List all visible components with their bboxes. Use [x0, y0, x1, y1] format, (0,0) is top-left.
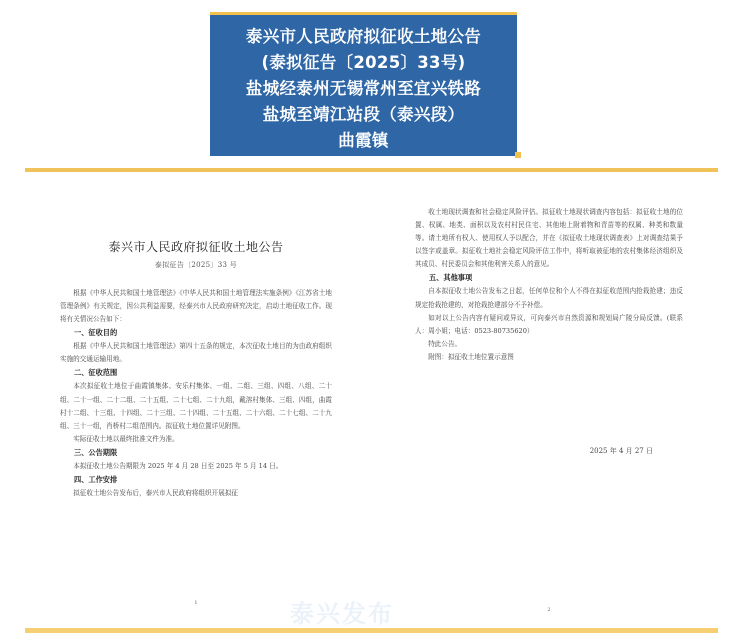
banner-corner-accent [515, 152, 521, 158]
section-paragraph: 实际征收土地以最终批准文件为准。 [73, 434, 179, 443]
section-paragraph: 本次拟征收土地位于曲霞镇集体、安乐村集体、一组、二组、三组、四组、八组、二十组、二十一组、二十二组、二十五组、二十七组、二十九组，戴溶村集体、三组、四组，曲霞村十二组、十三组、十四组、二十三组、二十四组、二十五组、二十六组、二十七组、二十九组、三十一组，肖桥村二组范围内。拟征收土地位置详见附图。 [60, 382, 332, 430]
section-heading-other: 五、其他事项 [429, 273, 473, 283]
document-date: 2025 年 4 月 27 日 [589, 447, 653, 456]
attachment-line: 附图：拟征收土地位置示意图 [428, 352, 514, 361]
title-banner [210, 12, 517, 156]
section-paragraph: 本拟征收土地公告期限为 2025 年 4 月 28 日至 2025 年 5 月 14 日。 [73, 461, 283, 470]
page-number: 2 [547, 607, 551, 613]
intro-paragraph: 根据《中华人民共和国土地管理法》《中华人民共和国土地管理法实施条例》《江苏省土地管理条例》有关规定，因公共利益需要，经泰兴市人民政府研究决定，启动土地征收工作。现将有关情况公告如下： [60, 289, 332, 324]
watermark: 泰兴发布 [290, 600, 394, 626]
document-title: 泰兴市人民政府拟征收土地公告 [108, 240, 284, 254]
banner-line-5: 曲霞镇 [338, 131, 389, 150]
document-page-2 [415, 206, 683, 621]
section-paragraph: 如对以上公告内容有疑问或异议，可向泰兴市自然资源和规划局广陵分局反馈。(联系人：周小姐；电话：0523-80735620） [415, 313, 683, 335]
section-paragraph: 拟征收土地公告发布后，泰兴市人民政府将组织开展拟征 [73, 489, 239, 498]
section-heading-period: 三、公告期限 [74, 447, 118, 457]
banner-line-4: 盐城至靖江站段（泰兴段） [262, 105, 465, 124]
section-paragraph: 特此公告。 [428, 339, 462, 348]
continuation-paragraph: 收土地现状调查和社会稳定风险评估。拟征收土地现状调查内容包括：拟征收土地的位置、权属、地类、面积以及农村村民住宅、其他地上附着物和青苗等的权属、种类和数量等。请土地所有权人、使用权人予以配合，并在《拟征收土地现状调查表》上对调查结果予以签字或盖章。拟征收土地社会稳定风险评估工作中，将听取被征地的农村集体经济组织及其成员、村民委员会和其他利害关系人的意见。 [415, 208, 683, 269]
section-paragraph: 自本拟征收土地公告发布之日起，任何单位和个人不得在拟征收范围内抢栽抢建；违反规定抢栽抢建的，对抢栽抢建部分不予补偿。 [415, 287, 683, 309]
document-number: 泰拟征告〔2025〕33 号 [154, 261, 238, 269]
section-heading-arrangement: 四、工作安排 [74, 475, 118, 485]
page-number: 1 [194, 600, 198, 606]
banner-line-2: (泰拟征告〔2025〕33号) [261, 53, 466, 72]
banner-line-1: 泰兴市人民政府拟征收土地公告 [245, 27, 482, 46]
section-heading-scope: 二、征收范围 [74, 368, 118, 378]
top-divider [25, 168, 718, 172]
section-paragraph: 根据《中华人民共和国土地管理法》第四十五条的规定，本次征收土地目的为由政府组织实施的交通运输用地。 [60, 342, 332, 364]
document-page-1 [60, 199, 332, 614]
bottom-divider [25, 628, 718, 633]
section-heading-purpose: 一、征收目的 [74, 328, 118, 338]
banner-line-3: 盐城经泰州无锡常州至宜兴铁路 [245, 79, 482, 98]
